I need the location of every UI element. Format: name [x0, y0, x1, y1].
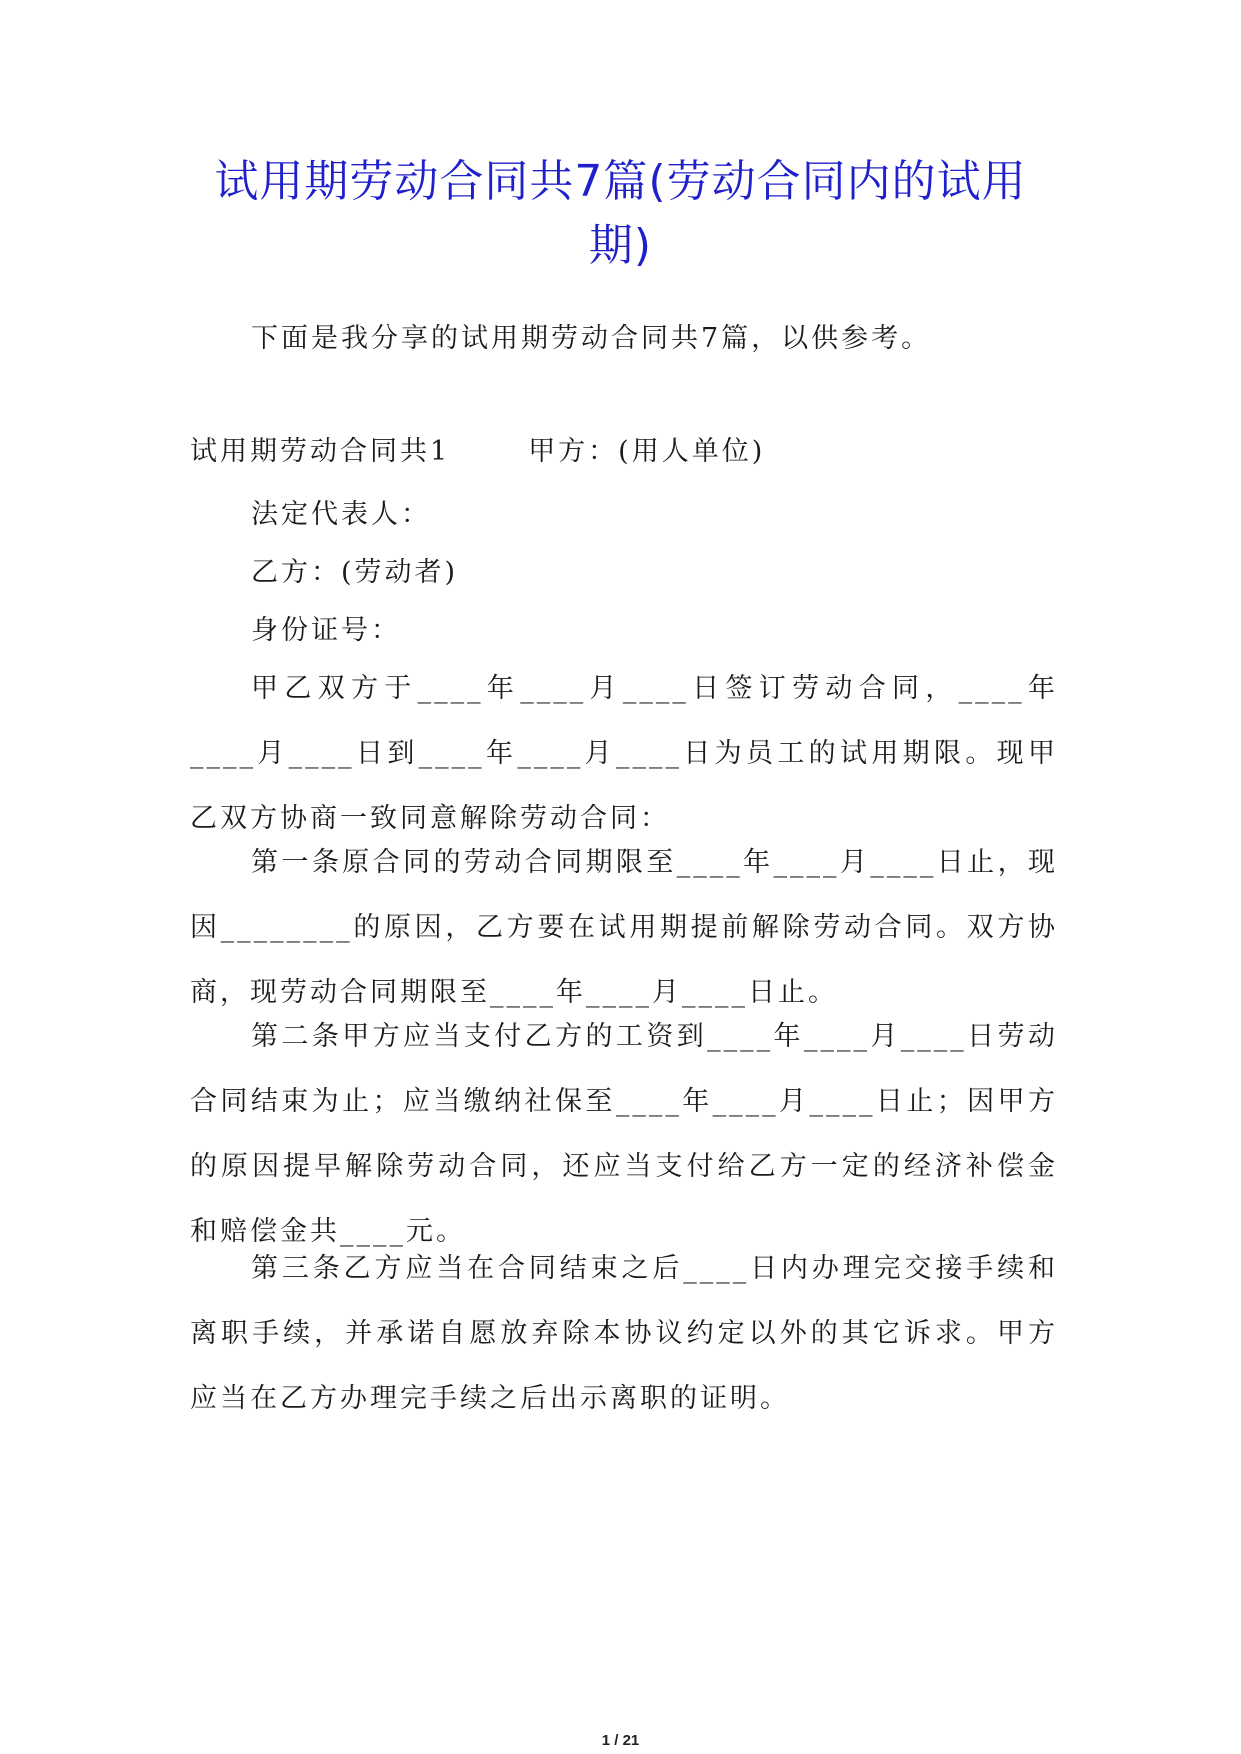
party-b-label: 乙方：(劳动者) [251, 557, 459, 588]
section-heading: 试用期劳动合同共1 [190, 436, 451, 467]
section-heading-line [190, 419, 1058, 484]
page-number: 1 / 21 [601, 1732, 640, 1749]
article-1-paragraph: 第一条原合同的劳动合同期限至____年____月____日止，现因________的原因，乙方要在试用期提前解除劳动合同。双方协商，现劳动合同期限至____年____月____日止。 [190, 847, 1058, 1008]
article-2-paragraph: 第二条甲方应当支付乙方的工资到____年____月____日劳动合同结束为止；应当缴纳社保至____年____月____日止；因甲方的原因提早解除劳动合同，还应当支付给乙方一定的经济补偿金和赔偿金共____元。 [190, 1021, 1058, 1247]
signing-paragraph: 甲乙双方于____年____月____日签订劳动合同，____年____月____日到____年____月____日为员工的试用期限。现甲乙双方协商一致同意解除劳动合同： [190, 673, 1058, 834]
document-title: 试用期劳动合同共7篇(劳动合同内的试用期) [214, 156, 1027, 271]
id-number-label: 身份证号： [251, 615, 401, 646]
article-3-paragraph: 第三条乙方应当在合同结束之后____日内办理完交接手续和离职手续，并承诺自愿放弃除本协议约定以外的其它诉求。甲方应当在乙方办理完手续之后出示离职的证明。 [190, 1253, 1058, 1414]
legal-representative-label: 法定代表人： [251, 499, 431, 530]
intro-paragraph: 下面是我分享的试用期劳动合同共7篇，以供参考。 [251, 323, 932, 354]
party-a-label: 甲方：(用人单位) [528, 436, 766, 467]
